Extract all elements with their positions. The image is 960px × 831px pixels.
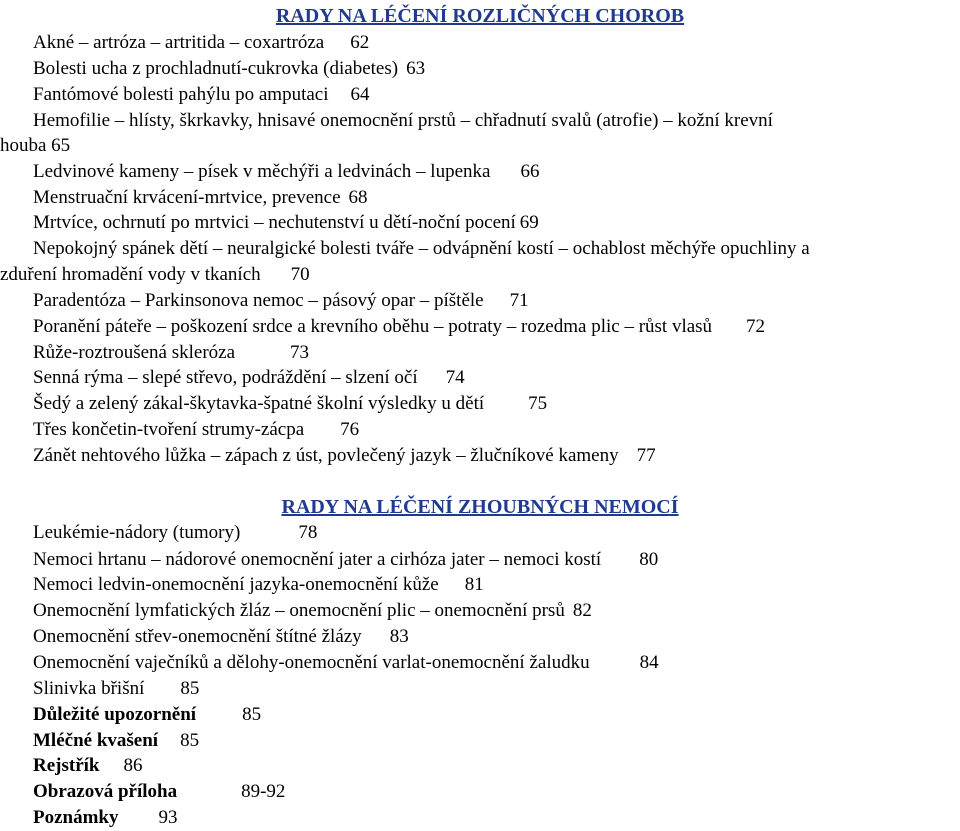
toc-entry-title: Slinivka břišní	[33, 678, 145, 699]
toc-entry-title: Ledvinové kameny – písek v měchýři a ledvinách – lupenka	[33, 161, 491, 182]
toc-entry-title: Důležité upozornění	[33, 704, 197, 725]
toc-entry	[33, 366, 465, 390]
toc-entry	[33, 806, 178, 830]
toc-entry	[33, 211, 539, 235]
toc-entry-title: Růže-roztroušená skleróza	[33, 342, 236, 363]
toc-entry-title: Senná rýma – slepé střevo, podráždění – slzení očí	[33, 367, 418, 388]
toc-entry-page: 86	[123, 755, 143, 776]
toc-entry-page: 85	[242, 704, 262, 725]
toc-entry	[33, 444, 656, 468]
toc-entry-title: Zánět nehtového lůžka – zápach z úst, povlečený jazyk – žlučníkové kameny	[33, 445, 619, 466]
toc-entry-page: 75	[528, 393, 548, 414]
toc-entry	[33, 599, 592, 623]
toc-entry-page: 78	[298, 522, 318, 543]
toc-entry	[33, 521, 317, 545]
toc-entry-title: Paradentóza – Parkinsonova nemoc – pásový opar – píštěle	[33, 290, 484, 311]
toc-entry	[33, 83, 370, 107]
toc-entry	[33, 160, 539, 184]
toc-entry	[33, 418, 359, 442]
toc-entry	[33, 677, 199, 701]
toc-entry	[33, 780, 285, 804]
toc-entry-page: 77	[636, 445, 656, 466]
toc-entry-title: Poranění páteře – poškození srdce a krevního oběhu – potraty – rozedma plic – růst vlasů	[33, 316, 713, 337]
toc-entry	[33, 341, 309, 365]
toc-entry-page: 63	[406, 58, 426, 79]
toc-entry-title: Nemoci ledvin-onemocnění jazyka-onemocnění kůže	[33, 574, 439, 595]
toc-entry-page: 73	[290, 342, 310, 363]
toc-entry-page: 85	[180, 678, 200, 699]
toc-entry-title: Akné – artróza – artritida – coxartróza	[33, 32, 325, 53]
toc-entry-page: 80	[639, 549, 659, 570]
toc-entry-title: Hemofilie – hlísty, škrkavky, hnisavé onemocnění prstů – chřadnutí svalů (atrofie) – kožní krevní	[33, 110, 773, 131]
toc-entry	[33, 651, 659, 675]
section-heading-malignant: RADY NA LÉČENÍ ZHOUBNÝCH NEMOCÍ	[281, 496, 679, 518]
toc-entry-page: 66	[520, 161, 540, 182]
toc-entry-page: 71	[509, 290, 529, 311]
toc-entry	[33, 237, 810, 261]
toc-entry-page: 85	[180, 730, 200, 751]
toc-entry-continuation: houba 65	[0, 135, 71, 156]
toc-entry-page: 68	[348, 187, 368, 208]
toc-entry-title: Fantómové bolesti pahýlu po amputaci	[33, 84, 329, 105]
toc-entry	[33, 625, 409, 649]
toc-entry-page: 72	[746, 316, 766, 337]
toc-entry	[33, 315, 765, 339]
toc-entry-title: Obrazová příloha	[33, 781, 178, 802]
toc-entry-page: 64	[350, 84, 370, 105]
toc-entry	[33, 57, 425, 81]
toc-entry-page: 74	[445, 367, 465, 388]
toc-entry-page: 84	[639, 652, 659, 673]
toc-entry-page: 93	[158, 807, 178, 828]
toc-entry-title: Menstruační krvácení-mrtvice, prevence	[33, 187, 341, 208]
toc-entry-title: Onemocnění střev-onemocnění štítné žlázy	[33, 626, 362, 647]
toc-entry-page: 82	[572, 600, 592, 621]
toc-entry	[33, 754, 142, 778]
section-heading-diseases: RADY NA LÉČENÍ ROZLIČNÝCH CHOROB	[275, 5, 685, 27]
toc-entry-title: Onemocnění vaječníků a dělohy-onemocnění varlat-onemocnění žaludku	[33, 652, 590, 673]
toc-entry-title: Mrtvíce, ochrnutí po mrtvici – nechutenství u dětí-noční pocení	[33, 212, 516, 233]
toc-entry-title: Nemoci hrtanu – nádorové onemocnění jater a cirhóza jater – nemoci kostí	[33, 549, 602, 570]
toc-entry-page: 69	[519, 212, 539, 233]
toc-entry	[33, 573, 484, 597]
toc-entry-title: Třes končetin-tvoření strumy-zácpa	[33, 419, 305, 440]
toc-entry-page: 81	[464, 574, 484, 595]
toc-entry-title: Poznámky	[33, 807, 119, 828]
toc-entry	[33, 392, 547, 416]
toc-entry-title: Onemocnění lymfatických žláz – onemocnění plic – onemocnění prsů	[33, 600, 565, 621]
toc-entry	[33, 703, 261, 727]
toc-entry-title: Rejstřík	[33, 755, 100, 776]
toc-entry-title: Šedý a zelený zákal-škytavka-špatné školní výsledky u dětí	[33, 393, 485, 414]
toc-entry-page: 76	[340, 419, 360, 440]
toc-entry	[33, 109, 773, 133]
toc-entry	[33, 289, 529, 313]
toc-entry-page: 70	[290, 264, 310, 285]
toc-entry-title: Bolesti ucha z prochladnutí-cukrovka (diabetes)	[33, 58, 399, 79]
toc-entry	[33, 729, 199, 753]
toc-entry-page: 62	[350, 32, 370, 53]
toc-entry-title: Mléčné kvašení	[33, 730, 159, 751]
toc-entry-page: 89-92	[241, 781, 286, 802]
toc-entry	[33, 186, 368, 210]
toc-entry-title: Nepokojný spánek dětí – neuralgické bolesti tváře – odvápnění kostí – ochablost měchýře opuchliny a	[33, 238, 810, 259]
toc-entry-title: zduření hromadění vody v tkaních	[0, 264, 261, 285]
toc-entry	[33, 548, 658, 572]
toc-entry-title: Leukémie-nádory (tumory)	[33, 522, 241, 543]
toc-entry	[33, 31, 369, 55]
toc-entry-continuation	[0, 263, 310, 287]
toc-entry-page: 83	[389, 626, 409, 647]
